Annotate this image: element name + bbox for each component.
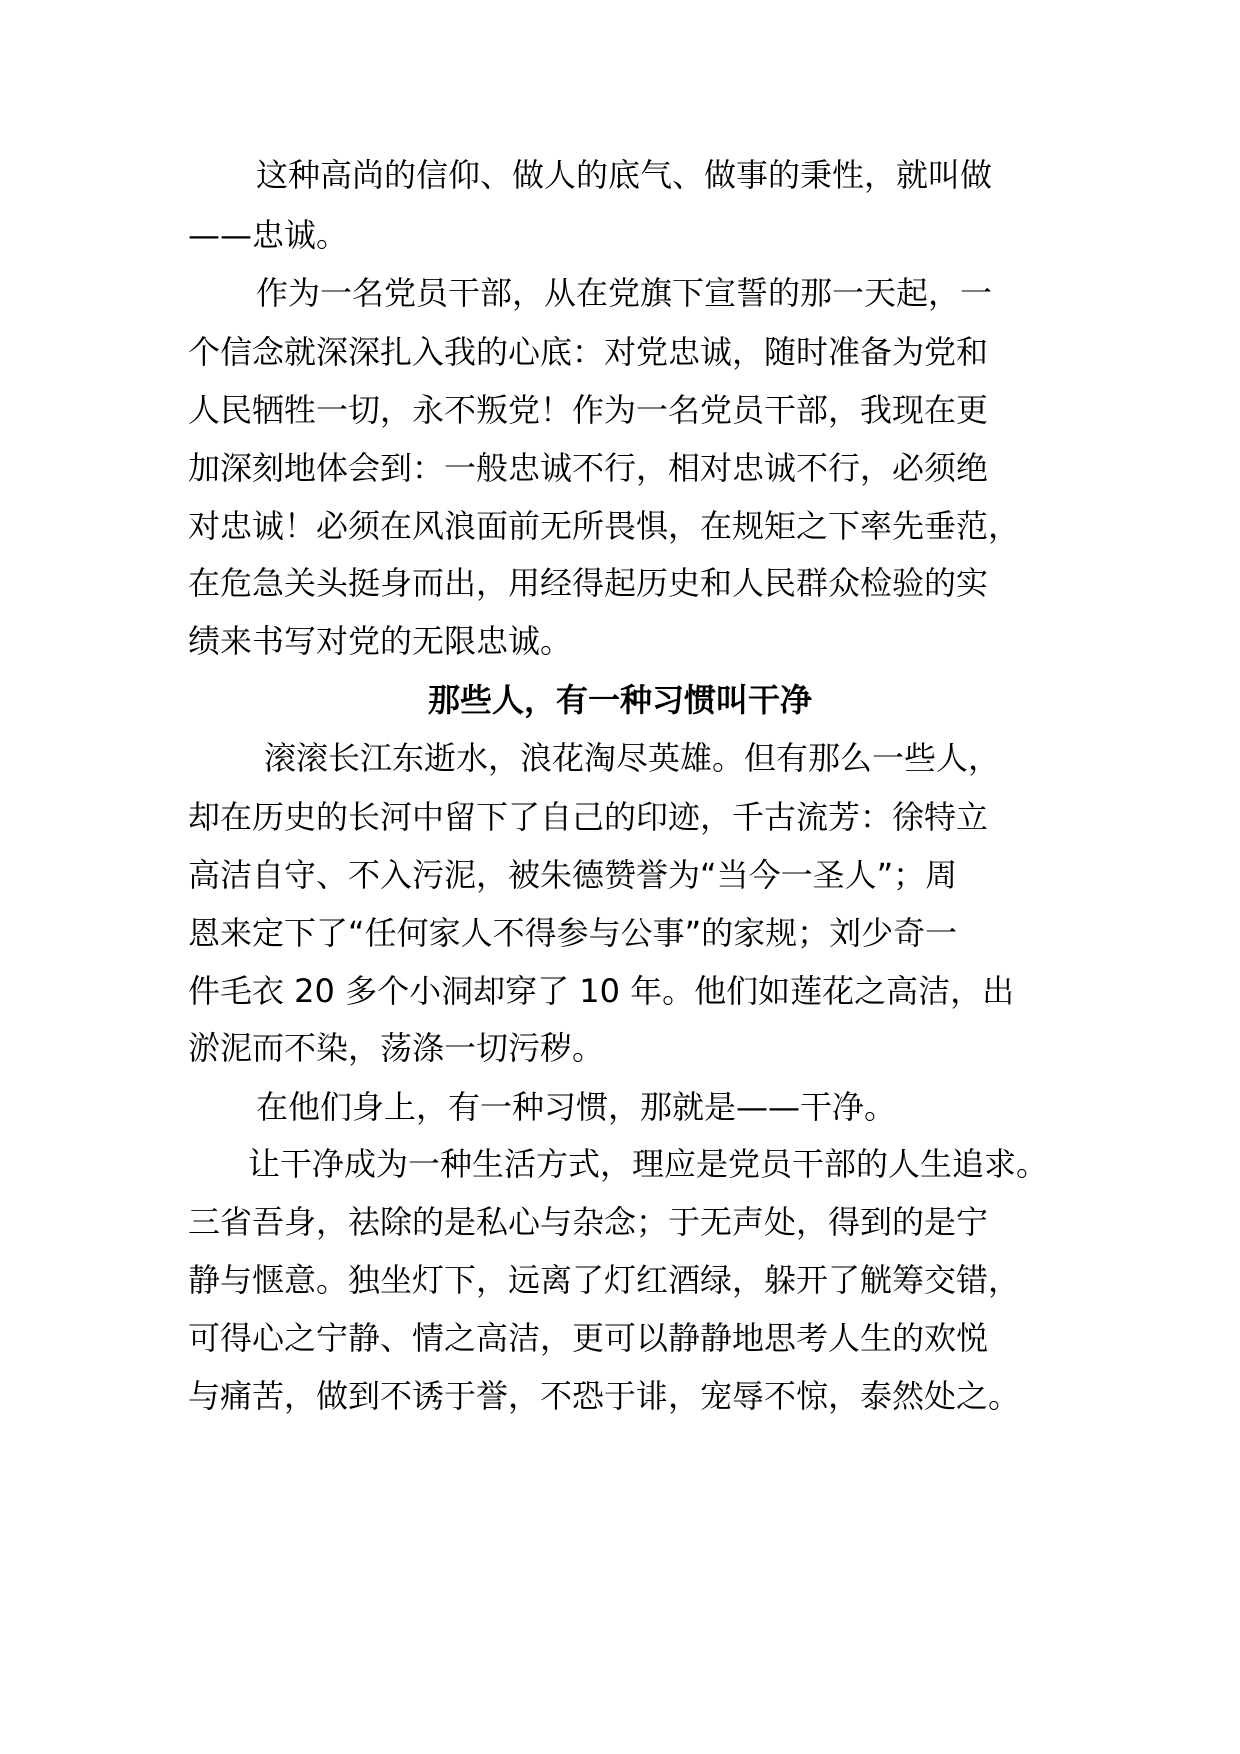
paragraph-3-line-6: 淤泥而不染，荡涤一切污秽。 (188, 1029, 605, 1067)
paragraph-2-line-6: 在危急关头挺身而出，用经得起历史和人民群众检验的实 (188, 564, 989, 602)
paragraph-4-line-1: 在他们身上，有一种习惯，那就是——干净。 (256, 1088, 897, 1126)
paragraph-3-line-3: 高洁自守、不入污泥，被朱德赞誉为“当今一圣人”；周 (188, 856, 958, 894)
paragraph-5-line-3: 静与惬意。独坐灯下，远离了灯红酒绿，躲开了觥筹交错， (188, 1261, 1021, 1299)
paragraph-5-line-1: 让干净成为一种生活方式，理应是党员干部的人生追求。 (248, 1145, 1049, 1183)
paragraph-2-line-2: 个信念就深深扎入我的心底：对党忠诚，随时准备为党和 (188, 333, 989, 371)
paragraph-2-line-1: 作为一名党员干部，从在党旗下宣誓的那一天起，一 (256, 274, 993, 312)
paragraph-2-line-3: 人民牺牲一切，永不叛党！作为一名党员干部，我现在更 (188, 391, 989, 429)
paragraph-1-line-2: ——忠诚。 (188, 216, 349, 254)
paragraph-2-line-7: 绩来书写对党的无限忠诚。 (188, 622, 573, 660)
paragraph-5-line-5: 与痛苦，做到不诱于誉，不恐于诽，宠辱不惊，泰然处之。 (188, 1377, 1021, 1415)
paragraph-2-line-5: 对忠诚！必须在风浪面前无所畏惧，在规矩之下率先垂范， (188, 507, 1021, 545)
paragraph-3-line-5: 件毛衣 20 多个小洞却穿了 10 年。他们如莲花之高洁，出 (188, 972, 1015, 1010)
paragraph-3-line-2: 却在历史的长河中留下了自己的印迹，千古流芳：徐特立 (188, 798, 989, 836)
paragraph-5-line-4: 可得心之宁静、情之高洁，更可以静静地思考人生的欢悦 (188, 1319, 989, 1357)
paragraph-2-line-4: 加深刻地体会到：一般忠诚不行，相对忠诚不行，必须绝 (188, 449, 989, 487)
paragraph-5-line-2: 三省吾身，祛除的是私心与杂念；于无声处，得到的是宁 (188, 1203, 989, 1241)
paragraph-1-line-1: 这种高尚的信仰、做人的底气、做事的秉性，就叫做 (256, 156, 993, 194)
paragraph-3-line-4: 恩来定下了“任何家人不得参与公事”的家规；刘少奇一 (188, 914, 958, 952)
paragraph-3-line-1: 滚滚长江东逝水，浪花淘尽英雄。但有那么一些人， (264, 739, 1001, 777)
section-heading: 那些人，有一种习惯叫干净 (427, 681, 812, 719)
